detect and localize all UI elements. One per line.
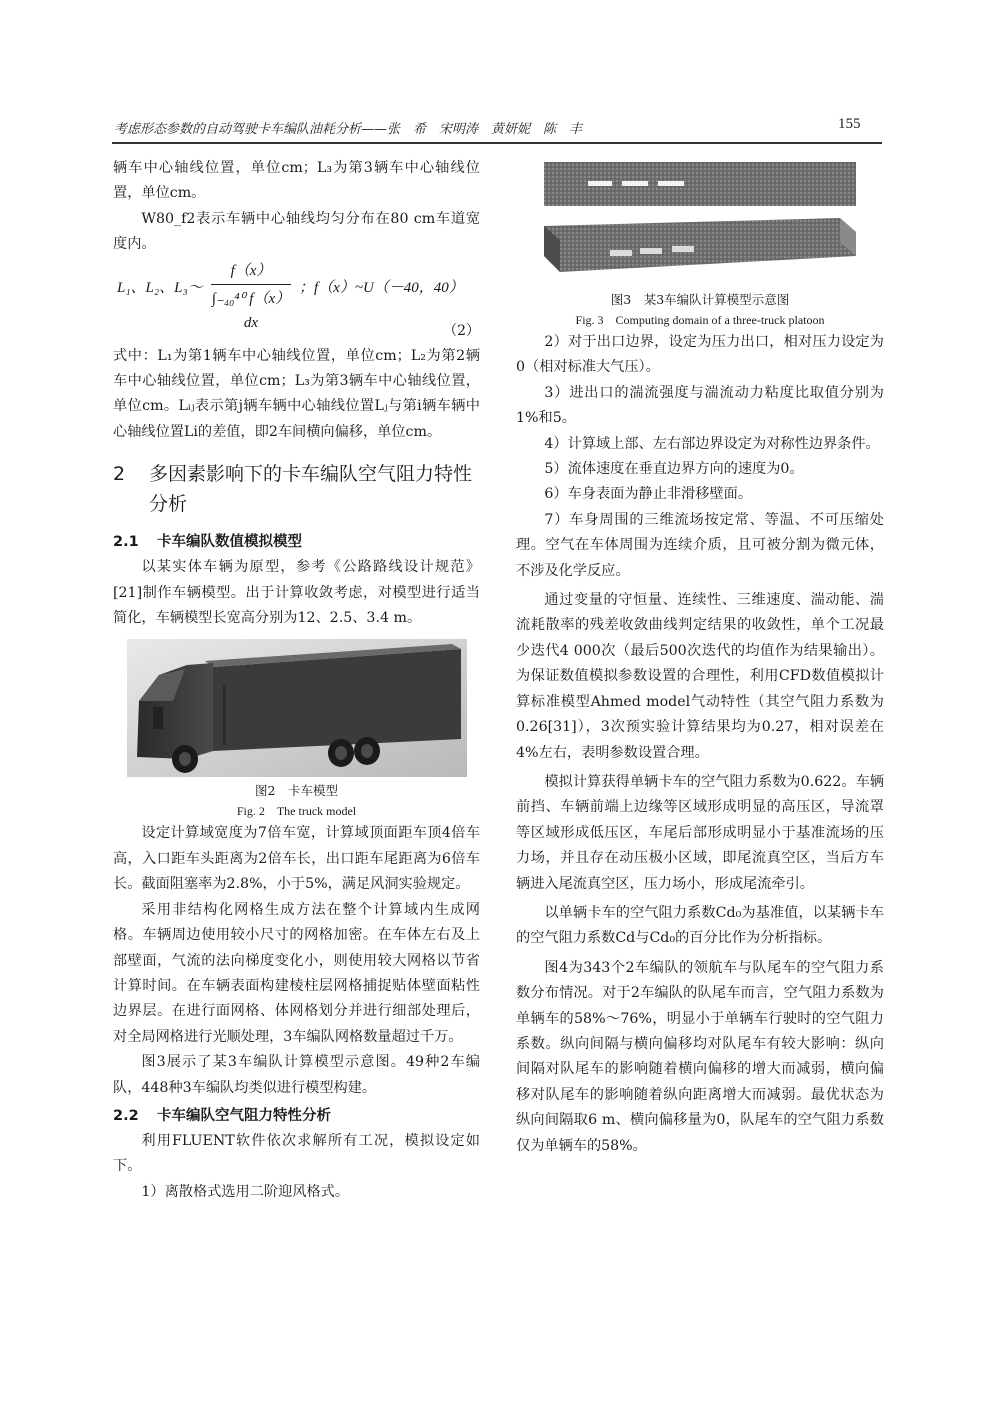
section-title: 多因素影响下的卡车编队空气阻力特性分析 xyxy=(149,463,473,516)
paragraph: 1）离散格式选用二阶迎风格式。 xyxy=(141,1183,350,1200)
paragraph: 图3展示了某3车编队计算模型示意图。49种2车编队，448种3车编队均类似进行模型构建。 xyxy=(113,1054,480,1096)
page-number: 155 xyxy=(838,116,861,132)
computing-domain-image xyxy=(540,160,860,280)
figure-caption-cn: 图2 卡车模型 xyxy=(255,783,338,799)
right-column xyxy=(516,160,884,1159)
subsection-title: 卡车编队数值模拟模型 xyxy=(157,534,302,551)
paragraph: 辆车中心轴线位置，单位cm；L₃为第3辆车中心轴线位置，单位cm。 xyxy=(113,160,480,202)
subsection-number: 2.2 xyxy=(113,1107,139,1124)
subsection-heading xyxy=(113,529,480,555)
paragraph: 以某实体车辆为原型，参考《公路路线设计规范》[21]制作车辆模型。出于计算收敛考虑，对模型进行适当简化，车辆模型长宽高分别为12、2.5、3.4 m。 xyxy=(113,559,480,627)
paragraph: 4）计算域上部、左右部边界设定为对称性边界条件。 xyxy=(544,435,880,452)
section-heading xyxy=(113,459,480,519)
paragraph: 7）车身周围的三维流场按定常、等温、不可压缩处理。空气在车体周围为连续介质，且可被分割为微元体，不涉及化学反应。 xyxy=(516,511,884,579)
figure-3 xyxy=(516,160,884,330)
equation-numerator: f（x） xyxy=(230,262,272,279)
figure-caption-cn: 图3 某3车编队计算模型示意图 xyxy=(610,292,790,307)
paragraph: 通过变量的守恒量、连续性、三维速度、湍动能、湍流耗散率的残差收敛曲线判定结果的收敛性，单个工况最少迭代4 000次（最后500次迭代的均值作为结果输出）。为保证数值模拟参数设置的合理性，利用CFD数值模拟计算标准模型Ahmed model气动特性（其空气阻力系数为0.26[31]），3次预实验计算结果均为0.27，相对误差在4%左右，表明参数设置合理。 xyxy=(516,592,884,761)
paragraph: 采用非结构化网格生成方法在整个计算域内生成网格。车辆周边使用较小尺寸的网格加密。在车体左右及上部壁面，气流的法向梯度变化小，则使用较大网格以节省计算时间。在车辆表面构建棱柱层网格捕捉贴体壁面粘性边界层。在进行面网格、体网格划分并进行细部处理后，对全局网格进行光顺处理，3车编队网格数量超过千万。 xyxy=(113,901,480,1045)
equation-fraction xyxy=(211,260,291,335)
fraction-bar xyxy=(211,284,291,285)
paragraph: 式中：L₁为第1辆车中心轴线位置，单位cm；L₂为第2辆车中心轴线位置，单位cm；L₃为第3辆车中心轴线位置，单位cm。Lᵢⱼ表示第j辆车辆中心轴线位置Lⱼ与第i辆车辆中心轴线位置Li的差值，即2车间横向偏移，单位cm。 xyxy=(113,347,480,440)
section-number: 2 xyxy=(113,463,126,486)
paragraph: 图4为343个2车编队的领航车与队尾车的空气阻力系数分布情况。对于2车编队的队尾车而言，空气阻力系数为单辆车的58%～76%，明显小于单辆车行驶时的空气阻力系数。纵向间隔与横向偏移均对队尾车有较大影响：纵向间隔对队尾车的影响随着横向偏移的增大而减弱，横向偏移对队尾车的影响随着纵向距离增大而减弱。最优状态为纵向间隔取6 m、横向偏移量为0，队尾车的空气阻力系数仅为单辆车的58%。 xyxy=(516,959,884,1154)
subsection-title: 卡车编队空气阻力特性分析 xyxy=(157,1107,331,1124)
equation-rhs: ；f（x）~U（－40，40） xyxy=(299,279,464,296)
equation-2 xyxy=(113,258,480,331)
running-header: 考虑形态参数的自动驾驶卡车编队油耗分析——张 希 宋明涛 黄妍妮 陈 丰 xyxy=(114,122,583,137)
left-column xyxy=(113,156,480,1205)
figure-caption-en: Fig. 3 Computing domain of a three-truck platoon xyxy=(575,313,825,327)
figure-caption-en: Fig. 2 The truck model xyxy=(236,804,357,819)
paragraph: 3）进出口的湍流强度与湍流动力粘度比取值分别为1%和5。 xyxy=(516,384,884,427)
paragraph: 6）车身表面为静止非滑移壁面。 xyxy=(544,486,753,503)
paragraph: 2）对于出口边界，设定为压力出口，相对压力设定为0（相对标准大气压）。 xyxy=(516,334,884,376)
subsection-heading xyxy=(113,1103,480,1129)
paragraph: 5）流体速度在垂直边界方向的速度为0。 xyxy=(544,461,804,478)
equation-denominator: ∫₋₄₀⁴⁰ f（x）dx xyxy=(211,290,291,331)
subsection-number: 2.1 xyxy=(113,534,139,551)
paragraph: 设定计算域宽度为7倍车宽，计算域顶面距车顶4倍车高，入口距车头距离为2倍车长，出口距车尾距离为6倍车长。截面阻塞率为2.8%，小于5%，满足风洞实验规定。 xyxy=(113,825,480,893)
paragraph: 利用FLUENT软件依次求解所有工况，模拟设定如下。 xyxy=(113,1132,480,1175)
figure-2 xyxy=(113,639,480,821)
header-rule xyxy=(112,142,882,144)
paragraph: W80_f2表示车辆中心轴线均匀分布在80 cm车道宽度内。 xyxy=(113,210,480,253)
paragraph: 以单辆卡车的空气阻力系数Cd₀为基准值，以某辆卡车的空气阻力系数Cd与Cd₀的百分比作为分析指标。 xyxy=(516,904,884,947)
equation-lhs: L₁、L₂、L₃～ xyxy=(117,279,203,296)
paragraph: 模拟计算获得单辆卡车的空气阻力系数为0.622。车辆前挡、车辆前端上边缘等区域形成明显的高压区，导流罩等区域形成低压区，车尾后部形成明显小于基准流场的压力场，并且存在动压极小区域，即尾流真空区，当后方车辆进入尾流真空区，压力场小，形成尾流牵引。 xyxy=(516,773,884,892)
truck-model-image xyxy=(127,639,467,777)
equation-number: （2） xyxy=(443,322,480,339)
